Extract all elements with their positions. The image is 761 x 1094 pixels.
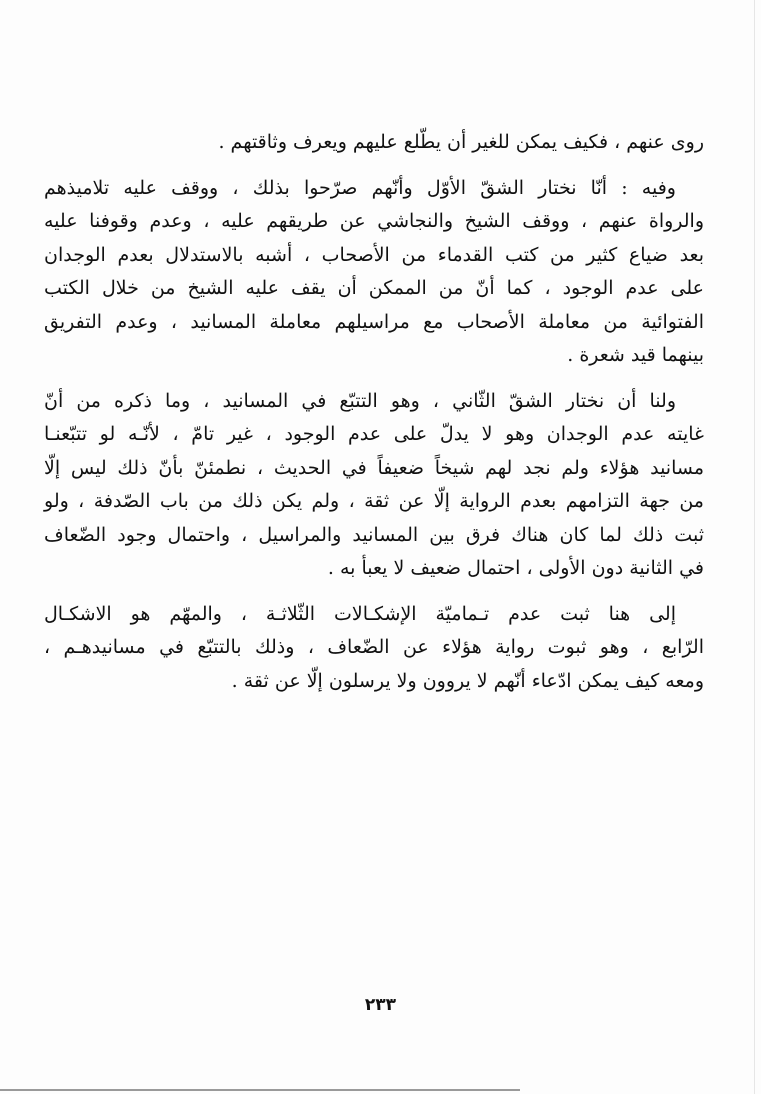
text-line: الرّابع ، وهو ثبوت رواية هؤلاء عن الضّعاف ، وذلك بالتتبّع في مسانيدهـم ،: [44, 636, 704, 658]
text-line: إلى هنا ثبت عدم تـماميّة الإشكـالات الثّلاثـة ، والمهّم هو الاشكـال: [44, 602, 676, 625]
text-line: بينهما قيد شعرة .: [567, 344, 704, 366]
text-line: في الثانية دون الأولى ، احتمال ضعيف لا يعبأ به .: [327, 557, 704, 579]
text-line: ومعه كيف يمكن ادّعاء أنّهم لا يروون ولا يرسلون إلّا عن ثقة .: [231, 669, 704, 692]
text-line: بعد ضياع كثير من كتب القدماء من الأصحاب ، أشبه بالاستدلال بعدم الوجدان: [44, 243, 704, 266]
text-line: والرواة عنهم ، ووقف الشيخ والنجاشي عن طريقهم عليه ، وعدم وقوفنا عليه: [44, 210, 704, 232]
page-number: ٢٣٣: [364, 995, 397, 1015]
text-line: من جهة التزامهم بعدم الرواية إلّا عن ثقة ، ولم يكن ذلك من باب الصّدفة ، ولو: [44, 490, 704, 512]
paragraph-1: [44, 126, 704, 160]
text-line: روى عنهم ، فكيف يمكن للغير أن يطّلع عليهم ويعرف وثاقتهم .: [218, 131, 704, 153]
paragraph-3: [44, 385, 704, 586]
text-line: ثبت ذلك لما كان هناك فرق بين المسانيد والمراسيل ، واحتمال وجود الضّعاف: [44, 523, 704, 546]
page-body-text: [44, 126, 704, 710]
paragraph-2: [44, 172, 704, 373]
text-line: على عدم الوجود ، كما أنّ من الممكن أن يقف عليه الشيخ من خلال الكتب: [44, 277, 704, 299]
text-line: غايته عدم الوجدان وهو لا يدلّ على عدم الوجود ، غير تامّ ، لأنّـه لو تتبّعنـا: [44, 423, 704, 445]
paragraph-4: [44, 598, 704, 699]
text-line: وفيه : أنّا نختار الشقّ الأوّل وأنّهم صرّحوا بذلك ، ووقف عليه تلاميذهم: [44, 176, 676, 199]
scan-edge-line: [0, 1089, 520, 1091]
text-line: مسانيد هؤلاء ولم نجد لهم شيخاً ضعيفاً في الحديث ، نطمئنّ بأنّ ذلك ليس إلّا: [44, 456, 704, 479]
text-line: الفتوائية من معاملة الأصحاب مع مراسيلهم معاملة المسانيد ، وعدم التفريق: [44, 310, 704, 333]
scan-edge-line: [754, 0, 755, 1094]
text-line: ولنا أن نختار الشقّ الثّاني ، وهو التتبّع في المسانيد ، وما ذكره من أنّ: [44, 389, 676, 412]
